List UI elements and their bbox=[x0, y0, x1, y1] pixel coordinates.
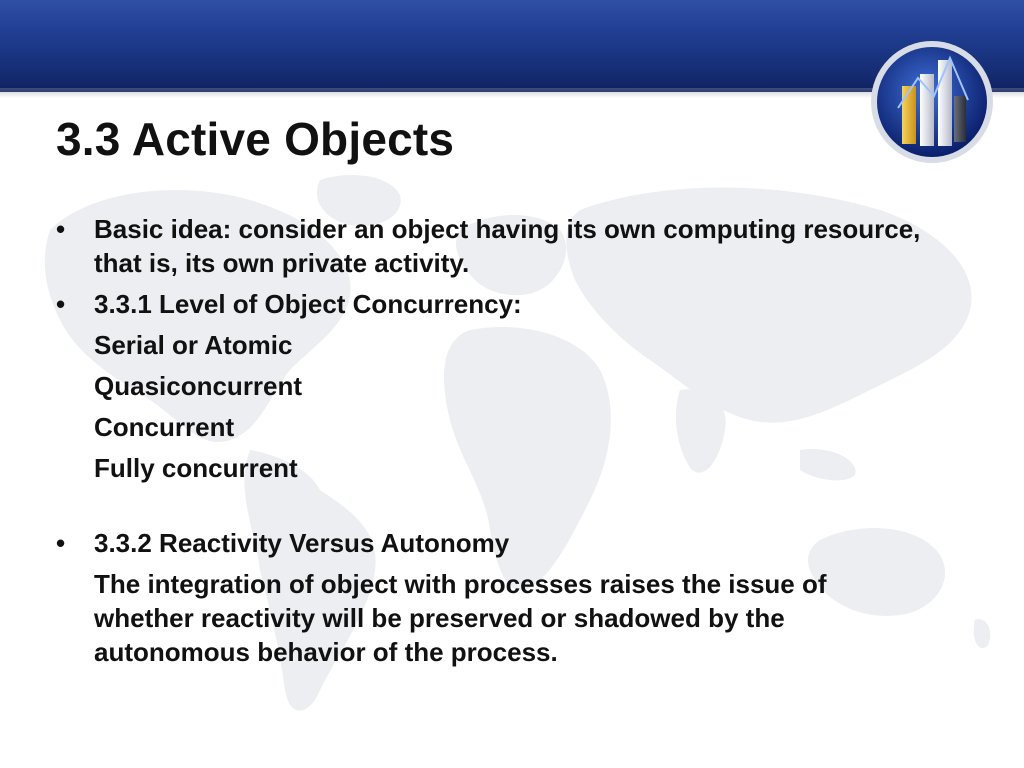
bullet-basic-idea bbox=[56, 212, 926, 280]
bullet-text: Basic idea: consider an object having its own computing resource, that is, its own private activity. bbox=[94, 214, 921, 278]
bullet-icon: • bbox=[56, 289, 66, 319]
bullet-icon: • bbox=[56, 214, 66, 244]
slide-title: 3.3 Active Objects bbox=[56, 113, 455, 165]
level-serial: Serial or Atomic bbox=[94, 330, 293, 360]
level-fully-concurrent: Fully concurrent bbox=[94, 453, 298, 483]
reactivity-description: The integration of object with processes raises the issue of whether reactivity will be preserved or shadowed by the autonomous behavior of the process. bbox=[94, 569, 827, 667]
bullet-text: 3.3.2 Reactivity Versus Autonomy bbox=[94, 528, 510, 558]
spacer bbox=[56, 492, 926, 526]
bullet-text: 3.3.1 Level of Object Concurrency: bbox=[94, 289, 522, 319]
bar-chart-globe-icon bbox=[868, 38, 996, 166]
level-concurrent: Concurrent bbox=[94, 412, 235, 442]
level-quasiconcurrent: Quasiconcurrent bbox=[94, 371, 303, 401]
bullet-icon: • bbox=[56, 528, 66, 558]
bullet-concurrency-level bbox=[56, 287, 926, 321]
bullet-reactivity bbox=[56, 526, 926, 560]
slide-content bbox=[56, 212, 926, 676]
